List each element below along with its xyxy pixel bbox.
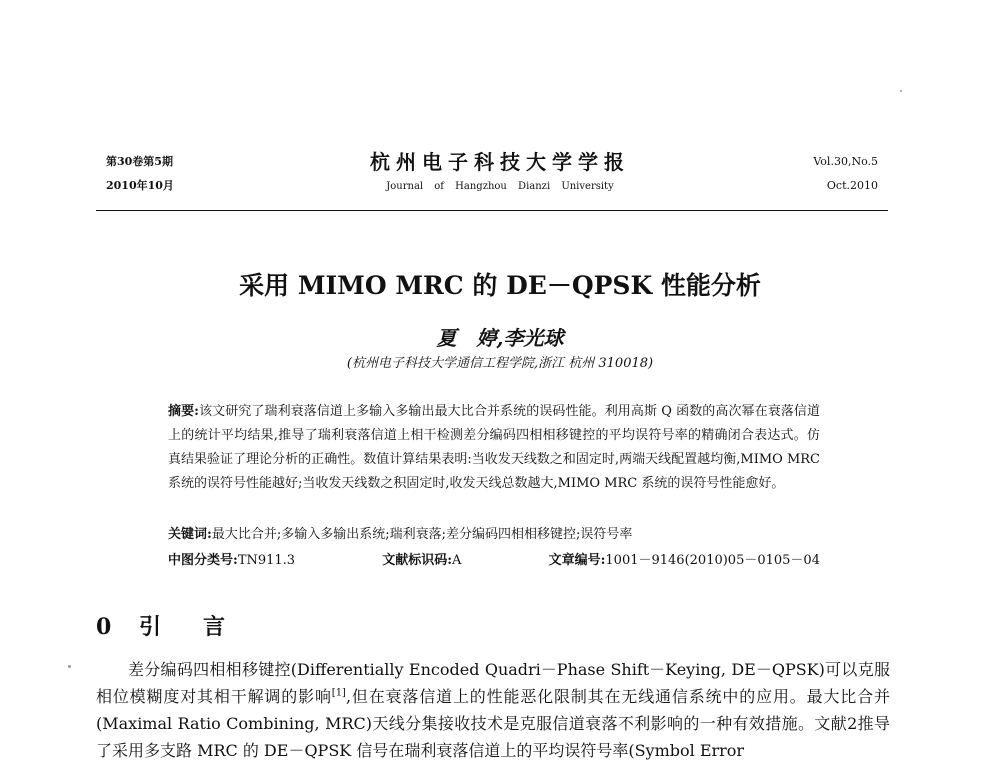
body-text-a: 差分编码四相相移键控(Differentially Encoded Quadri－Phase Shift－Keying, DE－QPSK)可以克服相位模糊度对其相干解调的影响 <box>96 660 890 706</box>
paper-affiliation: (杭州电子科技大学通信工程学院,浙江 杭州 310018) <box>346 356 654 371</box>
header-rule <box>96 210 888 211</box>
date-en: Oct.2010 <box>826 179 878 192</box>
clc-value: TN911.3 <box>237 553 296 568</box>
scan-speck <box>68 665 71 668</box>
article-code <box>549 549 820 568</box>
classification-row <box>168 549 820 568</box>
article-value: 1001－9146(2010)05－0105－04 <box>605 553 820 568</box>
keywords-text: 最大比合并;多输入多输出系统;瑞利衰落;差分编码四相相移键控;误符号率 <box>211 527 633 542</box>
abstract-label: 摘要: <box>168 404 199 419</box>
volume-issue-en: Vol.30,No.5 <box>813 155 878 168</box>
scan-speck <box>900 90 902 92</box>
paper-title: 采用 MIMO MRC 的 DE－QPSK 性能分析 <box>239 271 761 300</box>
doc-value: A <box>452 553 462 568</box>
volume-issue-cn: 第30卷第5期 <box>106 155 173 168</box>
article-label: 文章编号: <box>548 553 606 568</box>
clc-code <box>168 549 295 568</box>
citation-ref[interactable]: [1] <box>331 687 346 699</box>
doc-code <box>382 549 461 568</box>
abstract-text: 该文研究了瑞利衰落信道上多输入多输出最大比合并系统的误码性能。利用高斯 Q 函数的高次幂在衰落信道上的统计平均结果,推导了瑞利衰落信道上相干检测差分编码四相相移键控的平均误符号率的精确闭合表达式。仿真结果验证了理论分析的正确性。数值计算结果表明:当收发天线数之和固定时,两端天线配置越均衡,MIMO MRC 系统的误符号性能越好;当收发天线数之积固定时,收发天线总数越大,MIMO MRC 系统的误符号性能愈好。 <box>168 404 820 491</box>
section-title: 引 言 <box>138 614 235 640</box>
journal-title-cn: 杭州电子科技大学学报 <box>370 150 630 174</box>
header-center <box>300 146 700 192</box>
abstract <box>168 400 820 496</box>
doc-label: 文献标识码: <box>382 553 453 568</box>
body-paragraph <box>96 656 890 764</box>
date-cn: 2010年10月 <box>106 179 174 192</box>
section-number: 0 <box>96 614 122 640</box>
clc-label: 中图分类号: <box>168 553 238 568</box>
section-heading <box>96 610 235 641</box>
body-text-b: ,但在衰落信道上的性能恶化限制其在无线通信系统中的应用。最大比合并(Maximal Ratio Combining, MRC)天线分集接收技术是克服信道衰落不利影响的一种有效措施。文献2推导了采用多支路 MRC 的 DE－QPSK 信号在瑞利衰落信道上的平均误符号率(Symbol Error <box>96 687 890 760</box>
journal-title-en: Journal of Hangzhou Dianzi University <box>386 181 614 192</box>
paper-authors: 夏 婷,李光球 <box>436 326 564 350</box>
keywords <box>168 524 820 546</box>
keywords-label: 关键词: <box>168 527 212 542</box>
header-left <box>106 150 174 198</box>
header-right <box>813 150 878 198</box>
